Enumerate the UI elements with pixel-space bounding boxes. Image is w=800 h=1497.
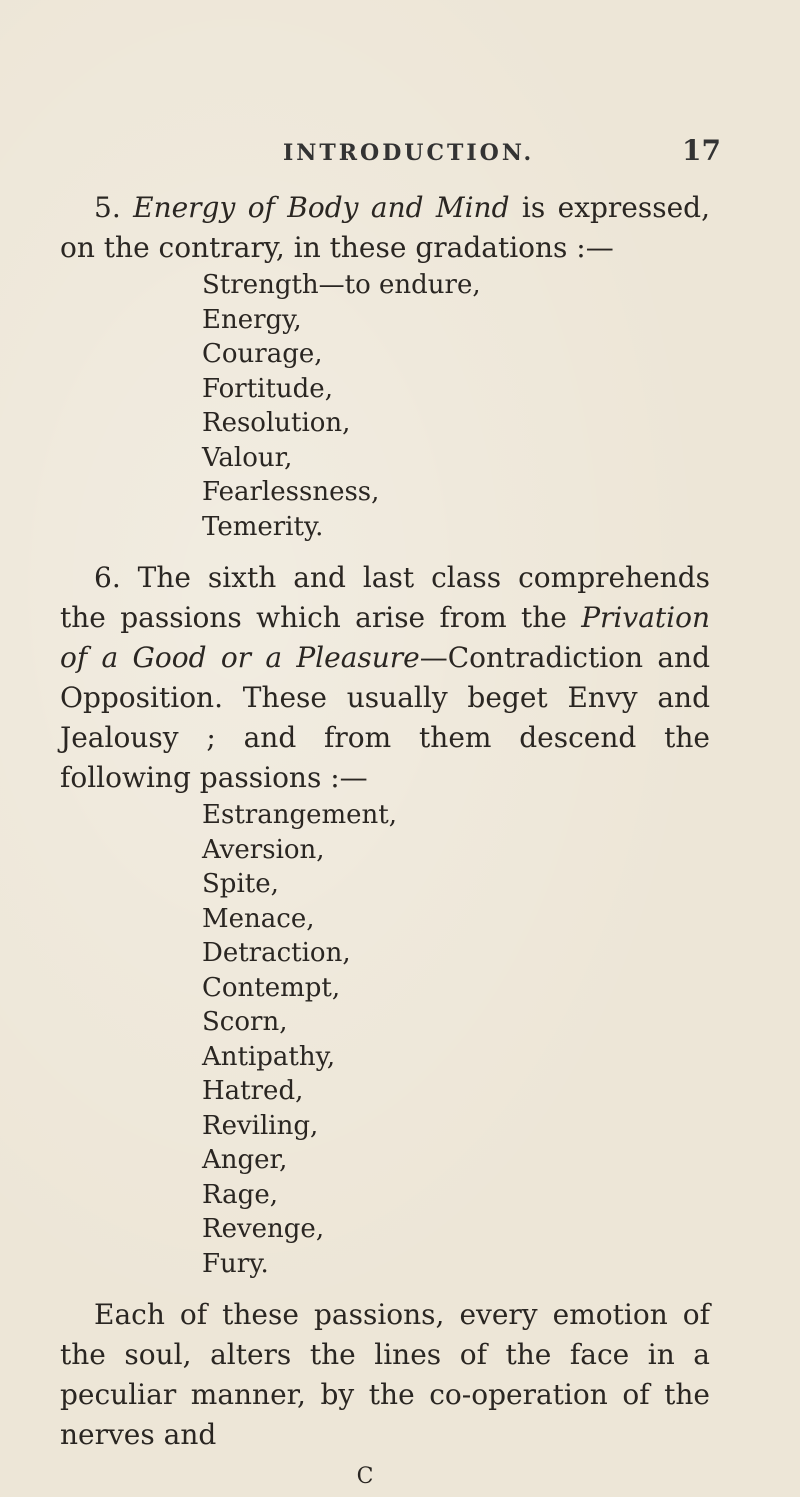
list-item: Spite, xyxy=(202,869,279,899)
list-item: Fortitude, xyxy=(202,373,333,404)
list-item: Energy, xyxy=(202,304,302,335)
list-item: Reviling, xyxy=(202,1110,319,1141)
section-6-text-a: 6. The sixth and last class comprehends the passions which arise from the xyxy=(60,561,710,634)
signature-mark: C xyxy=(356,1464,374,1489)
section-6-text-b xyxy=(207,641,221,674)
list-item: Strength—to endure, xyxy=(202,270,481,300)
list-item: Rage, xyxy=(202,1179,278,1210)
page-header xyxy=(0,134,800,180)
running-head: INTRODUCTION. xyxy=(283,140,535,166)
list-item: Fearlessness, xyxy=(202,477,380,507)
list-item: Temerity. xyxy=(202,511,324,542)
closing-paragraph: Each of these passions, every emotion of the soul, alters the lines of the face in a peculiar manner, by the co-operation of the nerves and xyxy=(60,1298,710,1451)
section-6-list xyxy=(60,798,710,1281)
list-item: Antipathy, xyxy=(202,1041,336,1072)
section-5-number: 5. xyxy=(94,191,121,224)
list-item: Anger, xyxy=(202,1145,288,1175)
list-item: Aversion, xyxy=(202,834,325,865)
page-number: 17 xyxy=(682,134,721,167)
section-6-italic-b: or a Pleasure xyxy=(220,641,420,674)
list-item: Estrangement, xyxy=(202,800,397,830)
section-5-paragraph xyxy=(60,188,710,268)
section-6-text-c: —Contradiction and Opposition. These usually beget Envy and Jealousy ; and from them descend the following passions :— xyxy=(60,641,710,794)
page-body xyxy=(60,188,710,1497)
list-item: Scorn, xyxy=(202,1007,288,1037)
section-5-title: Energy of Body and Mind xyxy=(133,191,510,224)
list-item: Revenge, xyxy=(202,1214,325,1244)
list-item: Valour, xyxy=(202,442,293,473)
list-item: Courage, xyxy=(202,339,323,369)
list-item: Hatred, xyxy=(202,1076,304,1106)
list-item: Menace, xyxy=(202,903,315,934)
list-item: Resolution, xyxy=(202,408,351,438)
list-item: Contempt, xyxy=(202,972,341,1003)
list-item: Detraction, xyxy=(202,938,351,968)
section-6-paragraph xyxy=(60,558,710,798)
list-item: Fury. xyxy=(202,1248,269,1279)
section-5-list xyxy=(60,268,710,544)
section-5-text: is expressed, on the contrary, in these gradations :— xyxy=(60,191,711,264)
section-6-italic-a: Privation of a Good xyxy=(60,601,710,674)
